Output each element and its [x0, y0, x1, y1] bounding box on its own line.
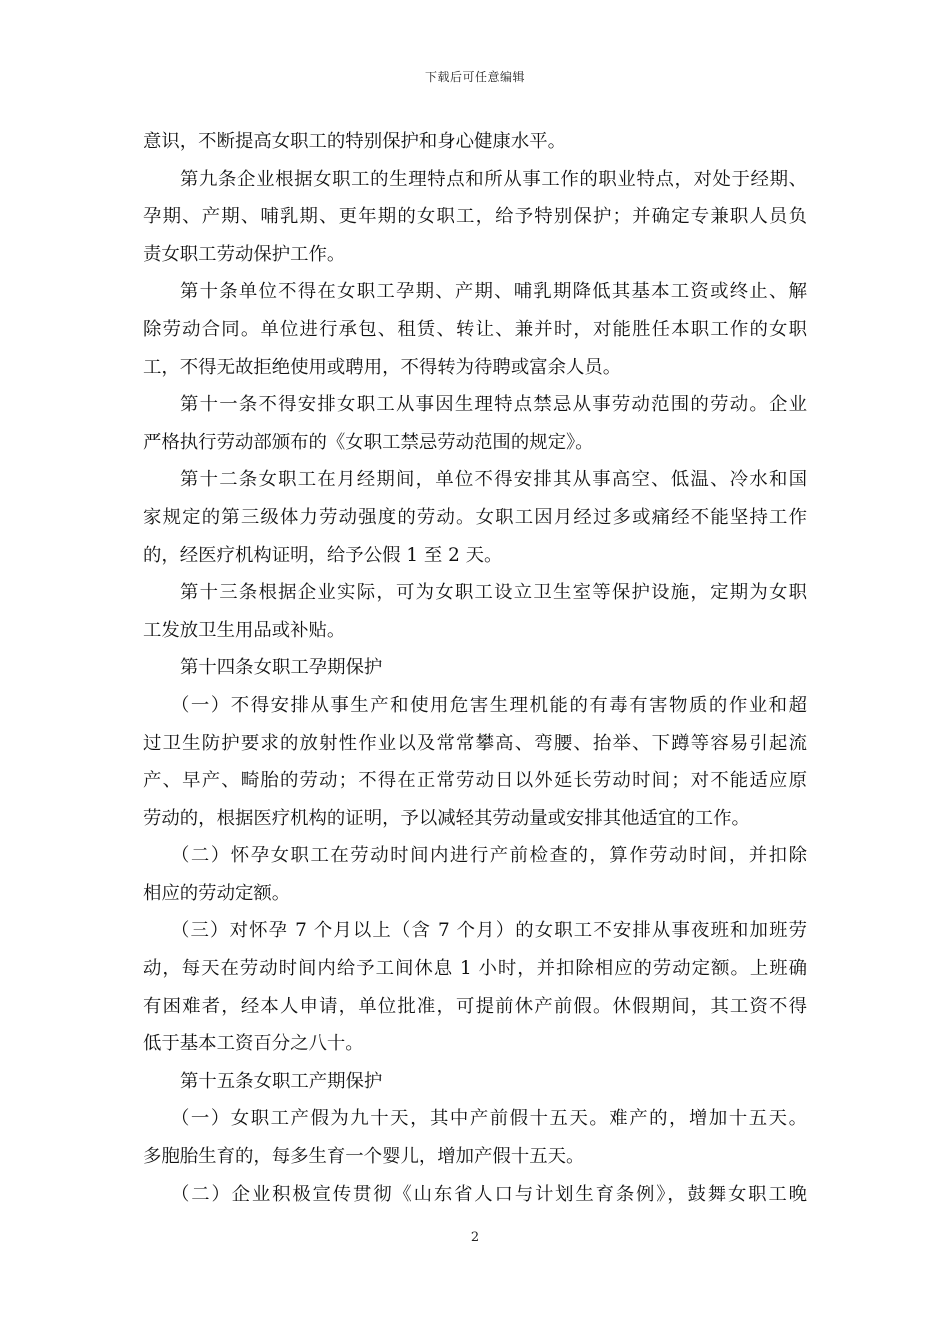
text-line: 孕期、产期、哺乳期、更年期的女职工，给予特别保护；并确定专兼职人员负: [143, 206, 807, 228]
text-line: （一）女职工产假为九十天，其中产前假十五天。难产的，增加十五天。: [171, 1108, 807, 1130]
text-line: 动，每天在劳动时间内给予工间休息 1 小时，并扣除相应的劳动定额。上班确: [143, 958, 807, 980]
text-line: 除劳动合同。单位进行承包、租赁、转让、兼并时，对能胜任本职工作的女职: [143, 318, 807, 340]
text-line: 家规定的第三级体力劳动强度的劳动。女职工因月经过多或痛经不能坚持工作: [143, 506, 807, 528]
text-line: 第十五条女职工产期保护: [180, 1070, 383, 1092]
text-line: 第十一条不得安排女职工从事因生理特点禁忌从事劳动范围的劳动。企业: [180, 394, 807, 416]
document-body: [143, 123, 807, 1213]
text-line: 多胞胎生育的，每多生育一个婴儿，增加产假十五天。: [143, 1146, 585, 1168]
text-line: 低于基本工资百分之八十。: [143, 1033, 364, 1055]
text-line: （二）企业积极宣传贯彻《山东省人口与计划生育条例》，鼓舞女职工晚: [171, 1183, 807, 1205]
page-number: 2: [470, 1230, 480, 1245]
text-line: 有困难者，经本人申请，单位批准，可提前休产前假。休假期间，其工资不得: [143, 995, 807, 1017]
text-line: 第十四条女职工孕期保护: [180, 657, 383, 679]
text-line: 第十条单位不得在女职工孕期、产期、哺乳期降低其基本工资或终止、解: [180, 281, 807, 303]
text-line: 第十二条女职工在月经期间，单位不得安排其从事高空、低温、冷水和国: [180, 469, 807, 491]
text-line: （一）不得安排从事生产和使用危害生理机能的有毒有害物质的作业和超: [171, 694, 807, 716]
text-line: 严格执行劳动部颁布的《女职工禁忌劳动范围的规定》。: [143, 431, 594, 453]
text-line: 相应的劳动定额。: [143, 882, 291, 904]
text-line: 劳动的，根据医疗机构的证明，予以减轻其劳动量或安排其他适宜的工作。: [143, 807, 750, 829]
text-line: 第九条企业根据女职工的生理特点和所从事工作的职业特点，对处于经期、: [180, 168, 807, 190]
text-line: 意识，不断提高女职工的特别保护和身心健康水平。: [143, 131, 566, 152]
text-line: （三）对怀孕 7 个月以上（含 7 个月）的女职工不安排从事夜班和加班劳: [171, 920, 807, 942]
text-line: 过卫生防护要求的放射性作业以及常常攀高、弯腰、抬举、下蹲等容易引起流: [143, 732, 807, 754]
text-line: 第十三条根据企业实际，可为女职工设立卫生室等保护设施，定期为女职: [180, 582, 807, 604]
text-line: （二）怀孕女职工在劳动时间内进行产前检查的，算作劳动时间，并扣除: [171, 845, 807, 867]
text-line: 责女职工劳动保护工作。: [143, 243, 346, 265]
text-line: 产、早产、畸胎的劳动；不得在正常劳动日以外延长劳动时间；对不能适应原: [143, 770, 807, 792]
text-line: 工，不得无故拒绝使用或聘用，不得转为待聘或富余人员。: [143, 356, 622, 378]
page-header: 下载后可任意编辑: [424, 70, 525, 84]
text-line: 的，经医疗机构证明，给予公假 1 至 2 天。: [143, 544, 503, 566]
text-line: 工发放卫生用品或补贴。: [143, 619, 346, 641]
